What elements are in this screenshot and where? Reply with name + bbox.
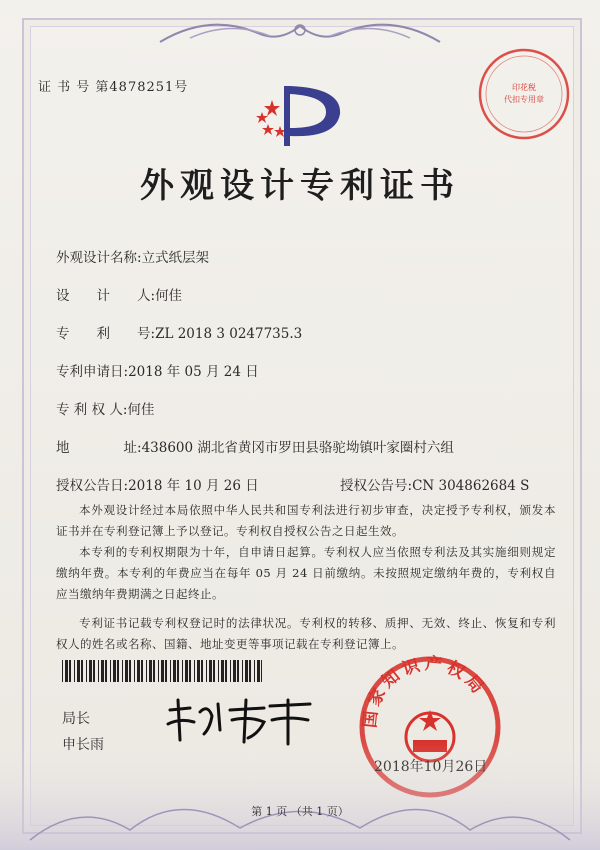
field-label: 专利申请日: bbox=[56, 364, 129, 380]
field-value: 2018 年 05 月 24 日 bbox=[128, 364, 259, 380]
svg-text:代扣专用章: 代扣专用章 bbox=[504, 95, 544, 104]
field-patent-number bbox=[56, 322, 302, 342]
field-value: ZL 2018 3 0247735.3 bbox=[155, 326, 303, 342]
field-address bbox=[56, 436, 454, 456]
field-label: 授权公告号: bbox=[340, 478, 413, 494]
field-label: 设 计 人: bbox=[56, 288, 156, 304]
field-label: 外观设计名称: bbox=[56, 250, 142, 266]
field-label: 授权公告日: bbox=[56, 478, 129, 494]
top-ornament bbox=[150, 12, 450, 52]
field-designer bbox=[56, 284, 182, 304]
field-value: 2018 年 10 月 26 日 bbox=[128, 478, 259, 494]
document-title: 外观设计专利证书 bbox=[140, 166, 460, 206]
paragraph-legal-status: 专利证书记载专利权登记时的法律状况。专利权的转移、质押、无效、终止、恢复和专利权人的姓名或名称、国籍、地址变更等事项记载在专利登记簿上。 bbox=[56, 616, 556, 651]
bottom-ornament bbox=[0, 700, 600, 850]
patent-office-logo bbox=[250, 80, 360, 150]
field-label: 地 址: bbox=[56, 440, 142, 456]
field-label: 专 利 号: bbox=[56, 326, 156, 342]
certificate-body bbox=[56, 500, 556, 655]
field-value: 立式纸层架 bbox=[141, 250, 210, 266]
field-patentee bbox=[56, 398, 154, 418]
svg-text:国家知识产权局: 国家知识产权局 bbox=[360, 653, 490, 729]
page-indicator: 第 1 页 （共 1 页） bbox=[251, 805, 349, 818]
certificate-number: 证 书 号 第4878251号 bbox=[38, 80, 189, 95]
field-design-name bbox=[56, 246, 209, 266]
field-grant-number bbox=[340, 474, 529, 494]
paragraph-grant: 本外观设计经过本局依照中华人民共和国专利法进行初步审查，决定授予专利权，颁发本证书并在专利登记簿上予以登记。专利权自授权公告之日起生效。 bbox=[56, 503, 556, 538]
paragraph-term: 本专利的专利权期限为十年，自申请日起算。专利权人应当依照专利法及其实施细则规定缴纳年费。本专利的年费应当在每年 05 月 24 日前缴纳。未按照规定缴纳年费的，专利权自应当缴纳年费期满之日起终止。 bbox=[56, 545, 556, 601]
field-value: 438600 湖北省黄冈市罗田县骆驼坳镇叶家圈村六组 bbox=[141, 440, 454, 456]
barcode bbox=[62, 660, 262, 682]
svg-text:印花税: 印花税 bbox=[512, 83, 536, 92]
field-grant-date bbox=[56, 474, 259, 494]
field-value: CN 304862684 S bbox=[412, 478, 530, 494]
field-filing-date bbox=[56, 360, 259, 380]
tax-stamp-seal bbox=[474, 44, 574, 144]
director-title: 局长 bbox=[62, 711, 90, 727]
field-label: 专 利 权 人: bbox=[56, 402, 128, 418]
field-value: 何佳 bbox=[127, 402, 155, 418]
field-value: 何佳 bbox=[155, 288, 183, 304]
